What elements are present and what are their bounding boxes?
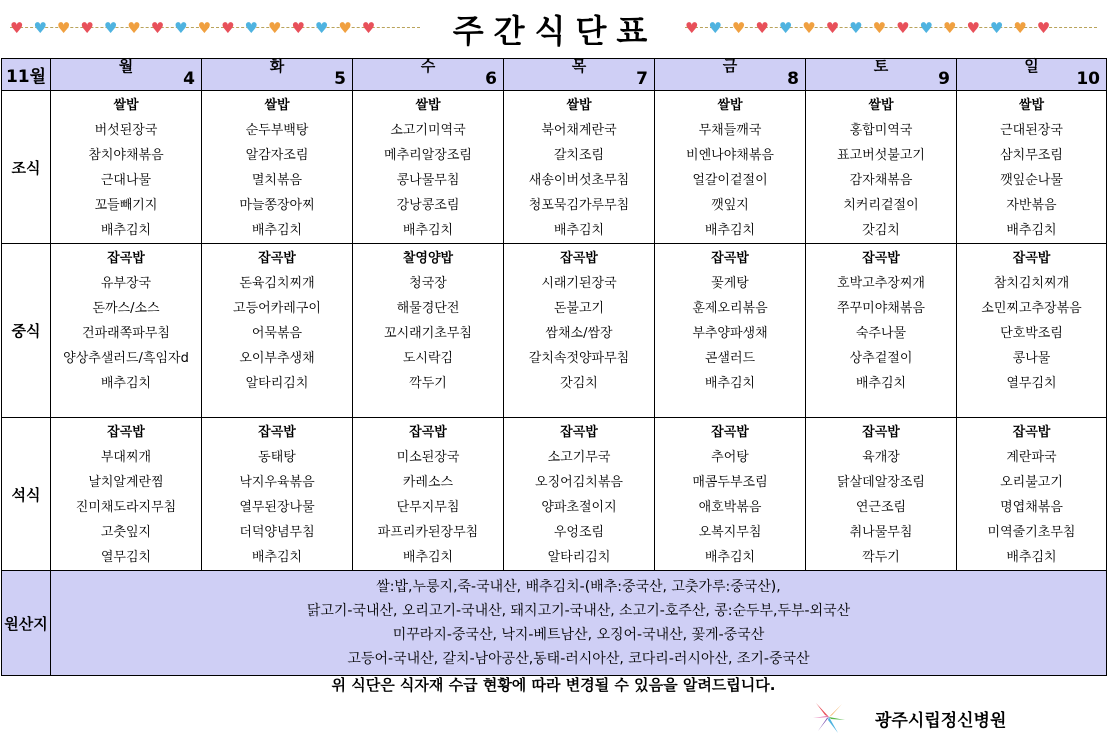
- menu-item: 깍두기: [862, 550, 900, 565]
- menu-cell: [957, 91, 1107, 244]
- menu-item: 진미채도라지무침: [75, 500, 177, 515]
- menu-item: 매콤두부조림: [692, 475, 768, 490]
- menu-item: 유부장국: [100, 276, 152, 291]
- menu-item: 청포묵김가루무침: [528, 198, 630, 213]
- menu-item: 쌀밥: [113, 98, 139, 113]
- menu-item: 마늘쫑장아찌: [239, 198, 315, 213]
- menu-item: 잡곡밥: [107, 425, 145, 440]
- menu-item: 양상추샐러드/흑임자d: [63, 351, 189, 366]
- day-header: [504, 59, 655, 91]
- menu-cell: [353, 244, 504, 418]
- menu-item: 쌀밥: [868, 98, 894, 113]
- heart-garland-icon: ♥ ♥ ♥ ♥ ♥ ♥ ♥ ♥ ♥ ♥ ♥ ♥ ♥ ♥ ♥ ♥: [685, 16, 1097, 40]
- meal-label: 조식: [2, 91, 51, 244]
- menu-cell: [957, 244, 1107, 418]
- menu-item: 열무된장나물: [239, 500, 315, 515]
- menu-cell: [655, 418, 806, 571]
- menu-item: 취나물무침: [849, 525, 913, 540]
- menu-item: 돈육김치찌개: [239, 276, 315, 291]
- day-name: 월: [118, 57, 134, 75]
- menu-item: 계란파국: [1006, 450, 1057, 465]
- menu-item: 도시락김: [402, 351, 454, 366]
- menu-item: 깻잎순나물: [1000, 173, 1063, 188]
- menu-item: 파프리카된장무침: [377, 525, 479, 540]
- menu-item: 소고기미역국: [390, 123, 466, 138]
- day-name: 목: [571, 57, 587, 75]
- notice-text: 위 식단은 식자재 수급 현황에 따라 변경될 수 있음을 알려드립니다.: [331, 676, 776, 694]
- menu-item: 쌀밥: [717, 98, 743, 113]
- menu-cell: [504, 244, 655, 418]
- menu-item: 잡곡밥: [560, 425, 598, 440]
- menu-item: 배추김치: [251, 223, 303, 238]
- menu-item: 오징어김치볶음: [535, 475, 623, 490]
- menu-item: 잡곡밥: [258, 251, 296, 266]
- menu-item: 훈제오리볶음: [692, 301, 768, 316]
- hospital-name: 광주시립정신병원: [875, 711, 1007, 731]
- menu-item: 육개장: [862, 450, 900, 465]
- menu-item: 돈까스/소스: [92, 301, 160, 316]
- menu-item: 미소된장국: [396, 450, 460, 465]
- menu-item: 단호박조림: [1000, 326, 1063, 341]
- menu-item: 버섯된장국: [94, 123, 158, 138]
- menu-item: 배추김치: [100, 223, 152, 238]
- day-header: [957, 59, 1107, 91]
- menu-item: 자반볶음: [1006, 198, 1057, 213]
- menu-item: 명엽채볶음: [1000, 500, 1063, 515]
- origin-line: 고등어-국내산, 갈치-남아공산,동태-러시아산, 코다리-러시아산, 조기-중국산: [347, 651, 810, 667]
- menu-item: 멸치볶음: [251, 173, 303, 188]
- menu-item: 삼치무조림: [1000, 148, 1063, 163]
- day-header-row: [2, 59, 1107, 91]
- menu-item: 더덕양념무침: [239, 525, 315, 540]
- meal-row-breakfast: [2, 91, 1107, 244]
- menu-item: 깻잎지: [711, 198, 749, 213]
- menu-item: 추어탕: [711, 450, 749, 465]
- menu-item: 숙주나물: [855, 326, 907, 341]
- menu-cell: [957, 418, 1107, 571]
- menu-item: 배추김치: [704, 550, 756, 565]
- day-date: 10: [1076, 69, 1100, 89]
- menu-cell: [806, 244, 957, 418]
- menu-item: 카레소스: [402, 475, 454, 490]
- menu-item: 얼갈이겉절이: [692, 173, 768, 188]
- menu-item: 배추김치: [855, 376, 907, 391]
- menu-item: 감자채볶음: [849, 173, 913, 188]
- menu-cell: [504, 91, 655, 244]
- menu-item: 쌀밥: [1018, 98, 1045, 113]
- menu-item: 꼬시래기초무침: [384, 326, 472, 341]
- hospital-logo-icon: [812, 700, 846, 734]
- menu-item: 고등어카레구이: [233, 301, 321, 316]
- menu-item: 잡곡밥: [711, 251, 749, 266]
- menu-item: 동태탕: [258, 450, 296, 465]
- menu-item: 잡곡밥: [107, 251, 145, 266]
- day-name: 금: [722, 57, 738, 75]
- day-name: 수: [420, 57, 436, 75]
- day-header: [51, 59, 202, 91]
- menu-item: 쌀밥: [264, 98, 290, 113]
- menu-item: 소민찌고추장볶음: [981, 301, 1082, 316]
- menu-item: 양파초절이지: [541, 500, 617, 515]
- menu-item: 건파래쪽파무침: [82, 326, 170, 341]
- menu-item: 상추겉절이: [849, 351, 913, 366]
- menu-item: 갓김치: [862, 223, 900, 238]
- origin-line: 미꾸라지-중국산, 낙지-베트남산, 오징어-국내산, 꽃게-중국산: [392, 627, 765, 643]
- meal-label: 석식: [2, 418, 51, 571]
- menu-item: 돈불고기: [553, 301, 605, 316]
- menu-item: 갈치속젓양파무침: [528, 351, 630, 366]
- menu-item: 순두부백탕: [245, 123, 309, 138]
- day-date: 4: [183, 69, 195, 89]
- menu-item: 쭈꾸미야채볶음: [837, 301, 925, 316]
- day-name: 토: [873, 57, 889, 75]
- menu-item: 잡곡밥: [862, 425, 900, 440]
- origin-label: 원산지: [2, 571, 51, 676]
- menu-item: 알타리김치: [245, 376, 309, 391]
- menu-item: 잡곡밥: [560, 251, 598, 266]
- menu-item: 배추김치: [251, 550, 303, 565]
- meal-row-lunch: [2, 244, 1107, 418]
- menu-cell: [51, 418, 202, 571]
- menu-item: 쌀밥: [566, 98, 592, 113]
- menu-item: 참치김치찌개: [993, 276, 1070, 291]
- menu-item: 부대찌개: [100, 450, 152, 465]
- menu-item: 홍합미역국: [849, 123, 913, 138]
- menu-item: 시래기된장국: [541, 276, 617, 291]
- menu-cell: [202, 91, 353, 244]
- origin-line: 닭고기-국내산, 오리고기-국내산, 돼지고기-국내산, 소고기-호주산, 콩:순두부,두부-외국산: [306, 603, 851, 619]
- menu-item: 단무지무침: [396, 500, 460, 515]
- day-header: [202, 59, 353, 91]
- menu-item: 강낭콩조림: [396, 198, 460, 213]
- menu-item: 잡곡밥: [1012, 251, 1051, 266]
- menu-item: 근대된장국: [1000, 123, 1063, 138]
- menu-item: 콩나물무침: [396, 173, 460, 188]
- day-header: [806, 59, 957, 91]
- day-header: [353, 59, 504, 91]
- menu-item: 낙지우육볶음: [239, 475, 315, 490]
- header: [0, 0, 1107, 56]
- menu-item: 호박고추장찌개: [837, 276, 925, 291]
- day-date: 7: [636, 69, 648, 89]
- menu-item: 무채들깨국: [698, 123, 762, 138]
- menu-item: 배추김치: [1006, 223, 1057, 238]
- menu-item: 연근조림: [855, 500, 907, 515]
- menu-cell: [655, 91, 806, 244]
- menu-item: 배추김치: [704, 223, 756, 238]
- menu-item: 애호박볶음: [698, 500, 762, 515]
- menu-item: 갓김치: [560, 376, 598, 391]
- day-date: 9: [938, 69, 950, 89]
- weekly-menu-table: [1, 58, 1107, 676]
- menu-item: 닭살데알장조림: [837, 475, 925, 490]
- menu-item: 고춧잎지: [100, 525, 152, 540]
- menu-item: 메추리알장조림: [384, 148, 472, 163]
- menu-item: 오복지무침: [698, 525, 762, 540]
- day-name: 일: [1024, 57, 1039, 75]
- heart-garland-icon: ♥ ♥ ♥ ♥ ♥ ♥ ♥ ♥ ♥ ♥ ♥ ♥ ♥ ♥ ♥ ♥: [10, 16, 420, 40]
- origin-row: [2, 571, 1107, 676]
- page-title: 주간식단표: [452, 12, 658, 50]
- menu-item: 부추양파생채: [692, 326, 768, 341]
- menu-item: 열무김치: [1006, 376, 1057, 391]
- menu-item: 오이부추생채: [239, 351, 315, 366]
- menu-item: 잡곡밥: [409, 425, 447, 440]
- menu-item: 참치야채볶음: [88, 148, 164, 163]
- menu-cell: [51, 244, 202, 418]
- menu-cell: [51, 91, 202, 244]
- day-name: 화: [269, 57, 285, 75]
- meal-row-dinner: [2, 418, 1107, 571]
- menu-item: 비엔나야채볶음: [686, 148, 774, 163]
- menu-item: 콘샐러드: [704, 351, 756, 366]
- menu-item: 잡곡밥: [711, 425, 749, 440]
- month-label: 11월: [2, 59, 51, 91]
- menu-item: 우엉조림: [553, 525, 605, 540]
- menu-item: 찰영양밥: [402, 251, 454, 266]
- menu-item: 미역줄기초무침: [987, 525, 1076, 540]
- menu-item: 새송이버섯초무침: [528, 173, 630, 188]
- menu-item: 날치알계란찜: [88, 475, 164, 490]
- menu-item: 잡곡밥: [1012, 425, 1051, 440]
- menu-item: 배추김치: [1006, 550, 1057, 565]
- menu-item: 알감자조림: [245, 148, 309, 163]
- menu-item: 어묵볶음: [251, 326, 303, 341]
- menu-item: 배추김치: [402, 223, 454, 238]
- menu-item: 소고기무국: [547, 450, 611, 465]
- menu-item: 북어채계란국: [541, 123, 617, 138]
- menu-item: 오리불고기: [1000, 475, 1063, 490]
- menu-item: 갈치조림: [553, 148, 605, 163]
- menu-item: 쌈채소/쌈장: [545, 326, 613, 341]
- origin-line: 쌀:밥,누룽지,죽-국내산, 배추김치-(배추:중국산, 고춧가루:중국산),: [376, 579, 781, 595]
- menu-item: 잡곡밥: [258, 425, 296, 440]
- menu-item: 열무김치: [100, 550, 152, 565]
- menu-item: 해물경단전: [396, 301, 460, 316]
- menu-item: 꽃게탕: [711, 276, 749, 291]
- menu-item: 꼬들빼기지: [94, 198, 158, 213]
- day-date: 8: [787, 69, 799, 89]
- menu-item: 알타리김치: [547, 550, 611, 565]
- menu-item: 잡곡밥: [862, 251, 900, 266]
- menu-cell: [806, 418, 957, 571]
- menu-item: 배추김치: [100, 376, 152, 391]
- day-header: [655, 59, 806, 91]
- menu-item: 배추김치: [704, 376, 756, 391]
- menu-item: 근대나물: [100, 173, 152, 188]
- meal-label: 중식: [2, 244, 51, 418]
- origin-info: [51, 571, 1107, 676]
- menu-item: 표고버섯불고기: [837, 148, 925, 163]
- menu-cell: [202, 244, 353, 418]
- menu-item: 콩나물: [1012, 351, 1051, 366]
- menu-cell: [806, 91, 957, 244]
- menu-cell: [655, 244, 806, 418]
- menu-item: 쌀밥: [415, 98, 441, 113]
- menu-item: 깍두기: [409, 376, 447, 391]
- menu-cell: [353, 418, 504, 571]
- menu-item: 치커리겉절이: [843, 198, 919, 213]
- day-date: 6: [485, 69, 497, 89]
- menu-item: 배추김치: [553, 223, 605, 238]
- day-date: 5: [334, 69, 346, 89]
- menu-cell: [504, 418, 655, 571]
- menu-cell: [202, 418, 353, 571]
- menu-cell: [353, 91, 504, 244]
- menu-item: 배추김치: [402, 550, 454, 565]
- menu-item: 청국장: [409, 276, 447, 291]
